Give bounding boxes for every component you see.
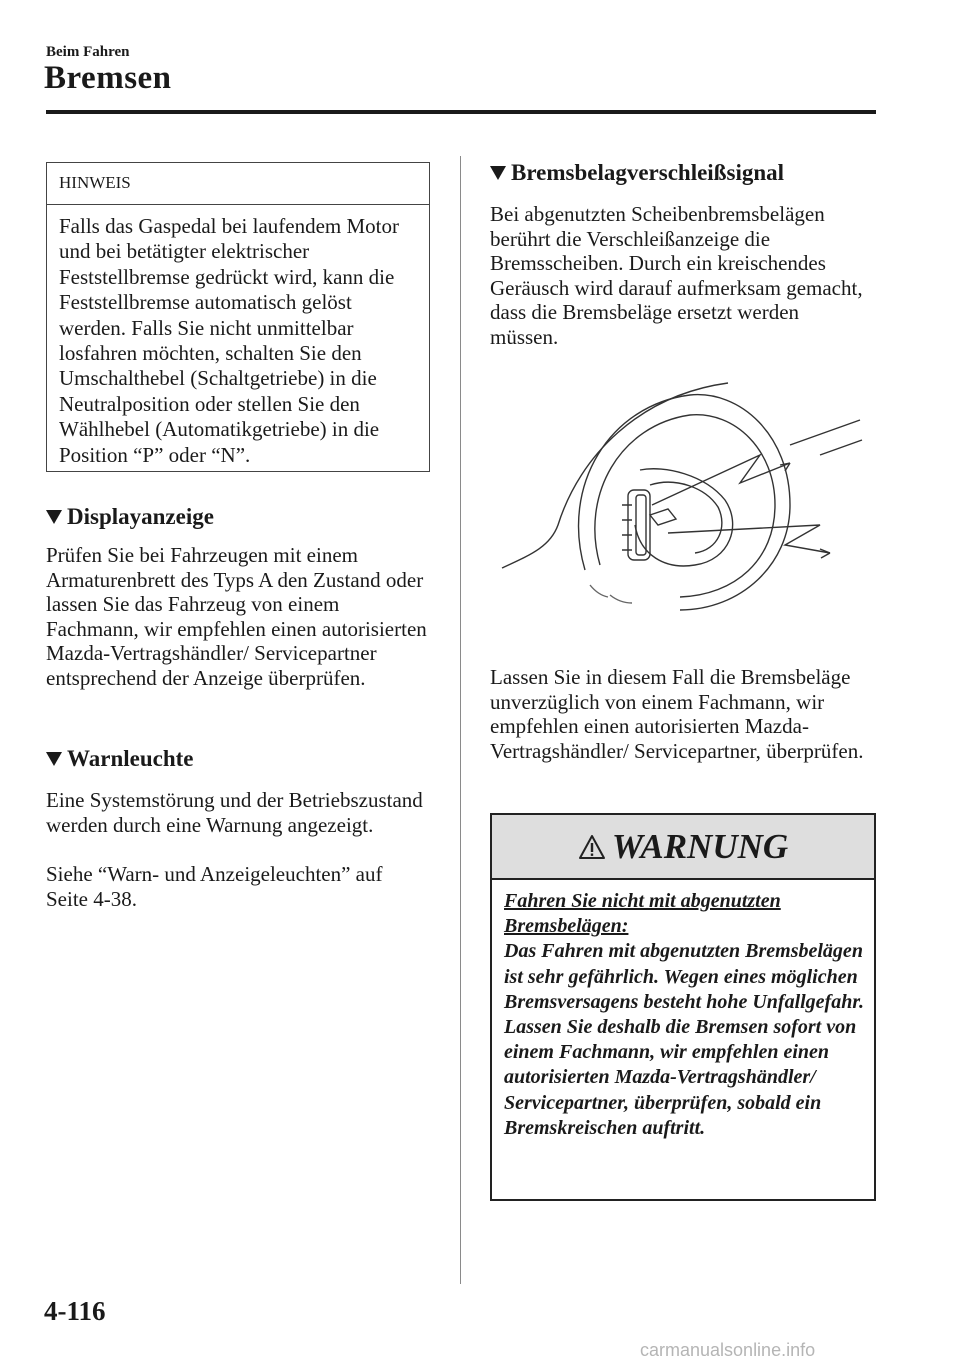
warning-content — [492, 880, 874, 1141]
note-text: Falls das Gaspedal bei laufendem Motor und bei betätigter elektrischer Feststellbremse gedrückt wird, kann die Feststellbremse automatisch gelöst werden. Falls Sie nicht unmittelbar losfahren möchten, schalten Sie den Umschalthebel (Schaltgetriebe) in die Neutralposition oder stellen Sie den Wählhebel (Automatikgetriebe) in die Position “P” oder “N”. — [59, 214, 399, 467]
warning-text: Das Fahren mit abgenutzten Bremsbelägen ist sehr gefährlich. Wegen eines möglichen Bremsversagens besteht hohe Unfallgefahr. Lassen Sie deshalb die Bremsen sofort von einem Fachmann, wir empfehlen einen autorisierten Mazda-Vertragshändler/ Servicepartner, überprüfen, sobald ein Bremskreischen auftritt. — [504, 940, 865, 1139]
wear-text: Bei abgenutzten Scheibenbremsbelägen berührt die Verschleißanzeige die Bremsscheiben. Durch ein kreischendes Geräusch wird darauf aufmerksam gemacht, dass die Bremsbeläge ersetzt werden müssen. — [490, 202, 863, 349]
warnlight-heading-text: Warnleuchte — [67, 746, 194, 771]
display-text: Prüfen Sie bei Fahrzeugen mit einem Armaturenbrett des Typs A den Zustand oder lassen Sie das Fahrzeug von einem Fachmann, wir empfehlen einen autorisierten Mazda-Vertragshändler/ Servicepartner entsprechend der Anzeige überprüfen. — [46, 543, 427, 690]
page-title: Bremsen — [44, 60, 172, 96]
squeal-lightning-upper — [652, 455, 790, 505]
warning-subheading: Fahren Sie nicht mit abgenutzten Bremsbelägen: — [504, 890, 781, 938]
display-heading — [46, 504, 214, 530]
triangle-down-icon — [46, 752, 62, 766]
squeal-lightning-lower — [668, 525, 830, 553]
warnlight-text: Eine Systemstörung und der Betriebszustand werden durch eine Warnung angezeigt. — [46, 788, 423, 837]
display-heading-text: Displayanzeige — [67, 504, 214, 529]
note-box — [46, 162, 430, 472]
tire-outer — [579, 395, 790, 610]
wheel-arch — [502, 383, 728, 568]
body-line — [790, 420, 860, 445]
header-rule — [46, 110, 876, 114]
brake-wear-illustration — [490, 365, 870, 635]
warning-icon — [578, 834, 606, 860]
watermark: carmanualsonline.info — [640, 1340, 816, 1360]
warnlight-reference: Siehe “Warn- und Anzeigeleuchten” auf Seite 4-38. — [46, 862, 383, 911]
note-heading: HINWEIS — [47, 163, 429, 205]
wear-indicator — [650, 509, 676, 525]
warning-header — [492, 815, 874, 880]
warnlight-heading — [46, 746, 194, 772]
wear-after-text: Lassen Sie in diesem Fall die Bremsbeläge unverzüglich von einem Fachmann, wir empfehlen einen autorisierten Mazda-Vertragshändler/ Servicepartner, überprüfen. — [490, 665, 864, 763]
warning-title: WARNUNG — [611, 826, 789, 866]
triangle-down-icon — [490, 166, 506, 180]
wear-heading-text: Bremsbelagverschleißsignal — [511, 160, 785, 185]
wear-heading — [490, 160, 784, 186]
page-number: 4-116 — [44, 1296, 106, 1326]
column-divider — [460, 156, 461, 1284]
triangle-down-icon — [46, 510, 62, 524]
section-label: Beim Fahren — [46, 44, 130, 60]
warning-box — [490, 813, 876, 1201]
